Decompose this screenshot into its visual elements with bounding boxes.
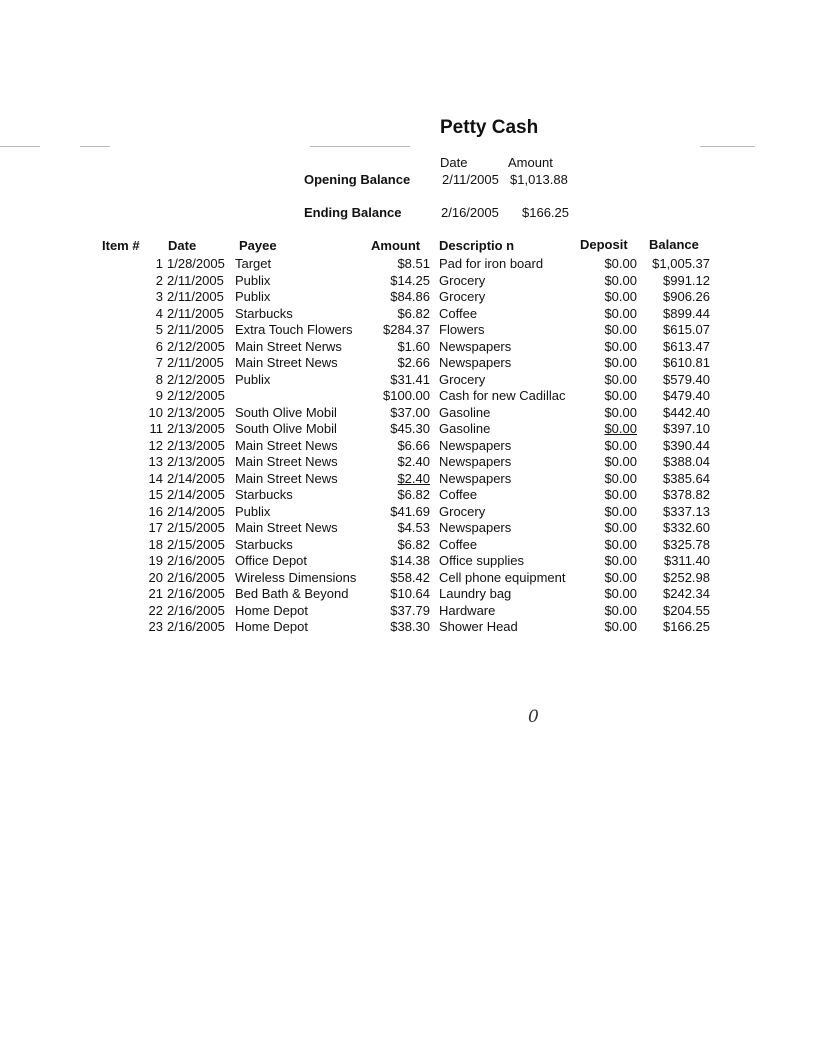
opening-balance-label: Opening Balance — [304, 172, 411, 187]
amount-cell: $2.40 — [397, 454, 430, 469]
payee-cell: Main Street News — [235, 520, 338, 535]
col-header-item: Item # — [102, 238, 140, 253]
amount-cell: $6.66 — [397, 437, 430, 453]
table-row — [0, 570, 816, 587]
payee-cell: South Olive Mobil — [235, 404, 337, 420]
balance-cell: $479.40 — [663, 388, 710, 403]
description-cell: Grocery — [439, 272, 486, 288]
item-number-cell: 17 — [148, 520, 163, 535]
table-row — [0, 520, 816, 537]
scan-artifact — [310, 146, 410, 147]
payee-cell: Home Depot — [235, 619, 308, 634]
amount-cell: $4.53 — [397, 520, 430, 535]
item-number-cell: 2 — [155, 272, 163, 288]
ending-balance-label: Ending Balance — [304, 205, 402, 220]
balance-cell: $906.26 — [663, 289, 710, 304]
date-cell: 2/16/2005 — [167, 586, 225, 601]
payee-cell: Extra Touch Flowers — [235, 322, 353, 337]
item-number-cell: 3 — [155, 289, 163, 304]
table-row — [0, 471, 816, 488]
date-cell: 2/15/2005 — [167, 536, 225, 552]
table-row — [0, 405, 816, 422]
item-number-cell: 9 — [155, 388, 163, 403]
description-cell: Gasoline — [439, 421, 491, 436]
date-cell: 2/13/2005 — [167, 437, 225, 453]
payee-cell: Starbucks — [235, 487, 293, 502]
date-cell: 2/11/2005 — [167, 289, 224, 304]
description-cell: Cell phone equipment — [439, 569, 566, 585]
payee-cell: Main Street News — [235, 437, 338, 453]
description-cell: Shower Head — [439, 619, 518, 634]
balance-cell: $388.04 — [663, 454, 710, 469]
table-row — [0, 289, 816, 306]
item-number-cell: 10 — [148, 404, 163, 420]
item-number-cell: 22 — [148, 602, 163, 618]
item-number-cell: 12 — [148, 437, 163, 453]
deposit-cell: $0.00 — [604, 272, 637, 288]
date-cell: 2/15/2005 — [167, 520, 225, 535]
date-cell: 2/14/2005 — [167, 487, 225, 502]
payee-cell: Home Depot — [235, 602, 308, 618]
item-number-cell: 23 — [148, 619, 163, 634]
payee-cell: Main Street News — [235, 454, 338, 469]
scan-artifact — [0, 146, 40, 147]
balance-cell: $579.40 — [663, 371, 710, 387]
item-number-cell: 6 — [155, 338, 163, 354]
date-cell: 2/12/2005 — [167, 371, 225, 387]
payee-cell: Main Street News — [235, 355, 338, 370]
description-cell: Newspapers — [439, 437, 512, 453]
amount-cell: $37.79 — [390, 602, 430, 618]
amount-cell: $2.66 — [397, 355, 430, 370]
amount-cell: $14.25 — [390, 272, 430, 288]
deposit-cell: $0.00 — [604, 338, 637, 354]
description-cell: Coffee — [439, 536, 478, 552]
amount-cell: $6.82 — [397, 487, 430, 502]
date-cell: 2/13/2005 — [167, 421, 225, 436]
date-cell: 2/13/2005 — [167, 454, 225, 469]
deposit-cell: $0.00 — [604, 289, 637, 304]
table-row — [0, 322, 816, 339]
payee-cell: Wireless Dimensions — [235, 569, 357, 585]
table-row — [0, 504, 816, 521]
table-row — [0, 454, 816, 471]
balance-cell: $252.98 — [663, 569, 710, 585]
balance-cell: $613.47 — [663, 338, 710, 354]
amount-cell: $284.37 — [383, 322, 430, 337]
deposit-cell: $0.00 — [604, 586, 637, 601]
balance-cell: $397.10 — [663, 421, 710, 436]
table-row — [0, 603, 816, 620]
opening-balance-amount: $1,013.88 — [510, 172, 568, 187]
page-mark: 0 — [528, 707, 539, 727]
item-number-cell: 14 — [148, 470, 163, 486]
description-cell: Flowers — [439, 322, 485, 337]
deposit-cell: $0.00 — [604, 569, 637, 585]
balance-cell: $385.64 — [663, 470, 710, 486]
deposit-cell: $0.00 — [604, 454, 637, 469]
deposit-cell: $0.00 — [604, 619, 637, 634]
table-row — [0, 306, 816, 323]
balance-cell: $991.12 — [663, 272, 710, 288]
description-cell: Grocery — [439, 289, 486, 304]
amount-cell: $58.42 — [390, 569, 430, 585]
description-cell: Grocery — [439, 371, 486, 387]
table-row — [0, 586, 816, 603]
table-row — [0, 487, 816, 504]
deposit-cell: $0.00 — [604, 256, 637, 271]
amount-cell: $84.86 — [390, 289, 430, 304]
payee-cell: Publix — [235, 371, 271, 387]
deposit-cell: $0.00 — [604, 322, 637, 337]
deposit-cell: $0.00 — [604, 388, 637, 403]
date-cell: 2/16/2005 — [167, 602, 225, 618]
description-cell: Newspapers — [439, 355, 512, 370]
description-cell: Laundry bag — [439, 586, 512, 601]
payee-cell: Office Depot — [235, 553, 308, 568]
deposit-cell: $0.00 — [604, 520, 637, 535]
payee-cell: Starbucks — [235, 305, 293, 321]
date-cell: 1/28/2005 — [167, 256, 225, 271]
description-cell: Newspapers — [439, 454, 512, 469]
table-row — [0, 438, 816, 455]
balance-cell: $442.40 — [663, 404, 710, 420]
deposit-cell: $0.00 — [604, 371, 637, 387]
table-row — [0, 355, 816, 372]
date-cell: 2/12/2005 — [167, 338, 225, 354]
item-number-cell: 8 — [155, 371, 163, 387]
balance-cell: $311.40 — [663, 553, 710, 568]
date-cell: 2/11/2005 — [167, 322, 224, 337]
balance-cell: $204.55 — [663, 602, 710, 618]
table-row — [0, 553, 816, 570]
summary-date-header: Date — [440, 155, 468, 170]
item-number-cell: 19 — [148, 553, 163, 568]
deposit-cell: $0.00 — [604, 487, 637, 502]
amount-cell: $8.51 — [397, 256, 430, 271]
balance-cell: $166.25 — [663, 619, 710, 634]
balance-cell: $337.13 — [663, 503, 710, 519]
item-number-cell: 16 — [148, 503, 163, 519]
amount-cell: $1.60 — [397, 338, 430, 354]
scan-artifact — [80, 146, 110, 147]
item-number-cell: 20 — [148, 569, 163, 585]
date-cell: 2/13/2005 — [167, 404, 225, 420]
item-number-cell: 5 — [155, 322, 163, 337]
date-cell: 2/12/2005 — [167, 388, 225, 403]
amount-cell: $38.30 — [390, 619, 430, 634]
deposit-cell: $0.00 — [604, 421, 637, 436]
balance-cell: $332.60 — [663, 520, 710, 535]
date-cell: 2/14/2005 — [167, 470, 225, 486]
payee-cell: Publix — [235, 503, 271, 519]
date-cell: 2/11/2005 — [167, 355, 224, 370]
balance-cell: $1,005.37 — [652, 256, 710, 271]
balance-cell: $242.34 — [663, 586, 710, 601]
table-row — [0, 388, 816, 405]
payee-cell: Bed Bath & Beyond — [235, 586, 349, 601]
description-cell: Cash for new Cadillac — [439, 388, 566, 403]
description-cell: Newspapers — [439, 338, 512, 354]
payee-cell: Publix — [235, 272, 271, 288]
amount-cell: $31.41 — [390, 371, 430, 387]
col-header-date: Date — [168, 238, 197, 253]
item-number-cell: 7 — [155, 355, 163, 370]
date-cell: 2/16/2005 — [167, 553, 225, 568]
date-cell: 2/11/2005 — [167, 272, 224, 288]
balance-cell: $378.82 — [663, 487, 710, 502]
ending-balance-date: 2/16/2005 — [441, 205, 499, 220]
description-cell: Gasoline — [439, 404, 491, 420]
payee-cell: Target — [235, 256, 272, 271]
item-number-cell: 18 — [148, 536, 163, 552]
item-number-cell: 4 — [155, 305, 163, 321]
amount-cell: $14.38 — [390, 553, 430, 568]
amount-cell: $100.00 — [383, 388, 430, 403]
balance-cell: $325.78 — [663, 536, 710, 552]
table-row — [0, 372, 816, 389]
description-cell: Office supplies — [439, 553, 525, 568]
deposit-cell: $0.00 — [604, 305, 637, 321]
date-cell: 2/14/2005 — [167, 503, 225, 519]
amount-cell: $45.30 — [390, 421, 430, 436]
ending-balance-amount: $166.25 — [522, 205, 569, 220]
col-header-balance: Balance — [649, 237, 699, 252]
amount-cell: $41.69 — [390, 503, 430, 519]
description-cell: Newspapers — [439, 470, 512, 486]
deposit-cell: $0.00 — [604, 355, 637, 370]
table-row — [0, 339, 816, 356]
deposit-cell: $0.00 — [604, 503, 637, 519]
balance-cell: $899.44 — [663, 305, 710, 321]
opening-balance-date: 2/11/2005 — [442, 172, 499, 187]
item-number-cell: 13 — [148, 454, 163, 469]
page-title: Petty Cash — [440, 117, 539, 138]
deposit-cell: $0.00 — [604, 437, 637, 453]
table-row — [0, 537, 816, 554]
deposit-cell: $0.00 — [604, 404, 637, 420]
deposit-cell: $0.00 — [604, 602, 637, 618]
amount-cell: $37.00 — [390, 404, 430, 420]
date-cell: 2/11/2005 — [167, 305, 224, 321]
amount-cell: $10.64 — [390, 586, 430, 601]
col-header-payee: Payee — [239, 238, 277, 253]
amount-cell: $6.82 — [397, 305, 430, 321]
col-header-amount: Amount — [371, 238, 421, 253]
col-header-description: Descriptio n — [439, 238, 515, 253]
table-row — [0, 256, 816, 273]
table-row — [0, 421, 816, 438]
payee-cell: Starbucks — [235, 536, 293, 552]
date-cell: 2/16/2005 — [167, 619, 225, 634]
date-cell: 2/16/2005 — [167, 569, 225, 585]
summary-amount-header: Amount — [508, 155, 553, 170]
balance-cell: $615.07 — [663, 322, 710, 337]
description-cell: Coffee — [439, 305, 478, 321]
description-cell: Pad for iron board — [439, 256, 544, 271]
description-cell: Hardware — [439, 602, 496, 618]
deposit-cell: $0.00 — [604, 470, 637, 486]
item-number-cell: 21 — [148, 586, 163, 601]
description-cell: Grocery — [439, 503, 486, 519]
payee-cell: Main Street News — [235, 470, 338, 486]
item-number-cell: 11 — [149, 421, 163, 436]
payee-cell: South Olive Mobil — [235, 421, 337, 436]
deposit-cell: $0.00 — [604, 553, 637, 568]
table-row — [0, 619, 816, 636]
deposit-cell: $0.00 — [604, 536, 637, 552]
description-cell: Coffee — [439, 487, 478, 502]
amount-cell: $6.82 — [397, 536, 430, 552]
balance-cell: $390.44 — [663, 437, 710, 453]
balance-cell: $610.81 — [663, 355, 710, 370]
table-row — [0, 273, 816, 290]
description-cell: Newspapers — [439, 520, 512, 535]
item-number-cell: 1 — [155, 256, 163, 271]
item-number-cell: 15 — [148, 487, 163, 502]
amount-cell: $2.40 — [397, 470, 430, 486]
scan-artifact — [700, 146, 755, 147]
payee-cell: Publix — [235, 289, 271, 304]
payee-cell: Main Street Nerws — [235, 338, 342, 354]
col-header-deposit: Deposit — [580, 237, 628, 252]
